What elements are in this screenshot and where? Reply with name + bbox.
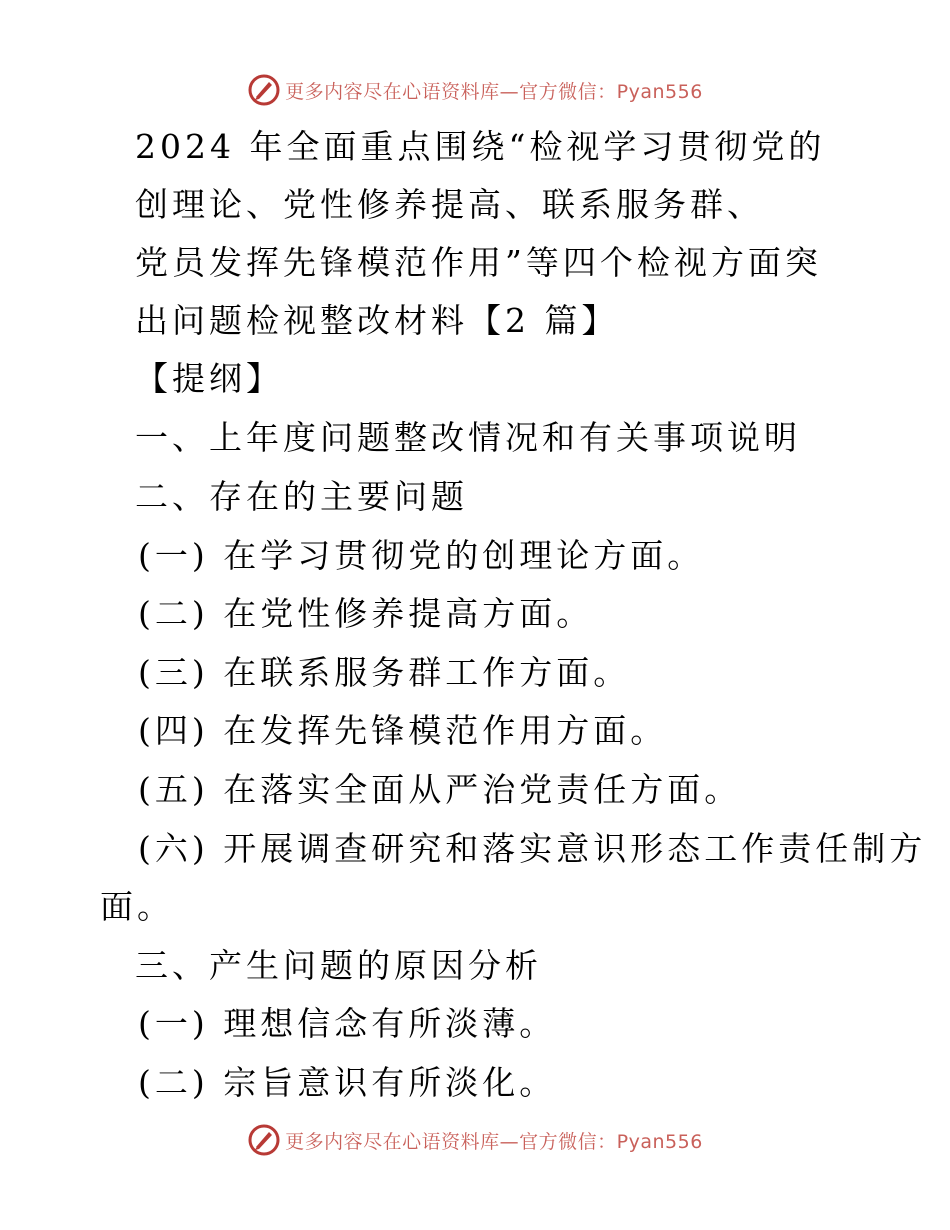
- outline-item: (四) 在发挥先锋模范作用方面。: [138, 711, 668, 750]
- watermark-text: 更多内容尽在心语资料库—官方微信：Pyan556: [285, 1130, 703, 1153]
- outline-item: 一、上年度问题整改情况和有关事项说明: [135, 418, 801, 457]
- outline-item: 三、产生问题的原因分析: [135, 946, 542, 985]
- outline-item-continuation: 面。: [100, 887, 174, 926]
- brush-circle-logo-icon: [247, 1123, 281, 1157]
- outline-item: (五) 在落实全面从严治党责任方面。: [138, 770, 742, 809]
- outline-item: (六) 开展调查研究和落实意识形态工作责任制方: [138, 829, 927, 868]
- outline-item: (一) 在学习贯彻党的创理论方面。: [138, 536, 705, 575]
- document-title-line-2: 创理论、党性修养提高、联系服务群、: [135, 185, 764, 224]
- document-title-line-4: 出问题检视整改材料【2 篇】: [135, 301, 619, 340]
- outline-item: (二) 在党性修养提高方面。: [138, 594, 594, 633]
- outline-item: (三) 在联系服务群工作方面。: [138, 653, 631, 692]
- outline-item: 二、存在的主要问题: [135, 477, 468, 516]
- document-title-line-3: 党员发挥先锋模范作用”等四个检视方面突: [135, 243, 822, 282]
- outline-item: (一) 理想信念有所淡薄。: [138, 1004, 557, 1043]
- watermark-text: 更多内容尽在心语资料库—官方微信：Pyan556: [285, 80, 703, 103]
- outline-item: (二) 宗旨意识有所淡化。: [138, 1063, 557, 1102]
- outline-heading: 【提纲】: [135, 359, 283, 398]
- header-watermark: [0, 72, 950, 108]
- brush-circle-logo-icon: [247, 73, 281, 107]
- document-title-line-1: 2024 年全面重点围绕“检视学习贯彻党的: [135, 127, 826, 166]
- footer-watermark: [0, 1122, 950, 1158]
